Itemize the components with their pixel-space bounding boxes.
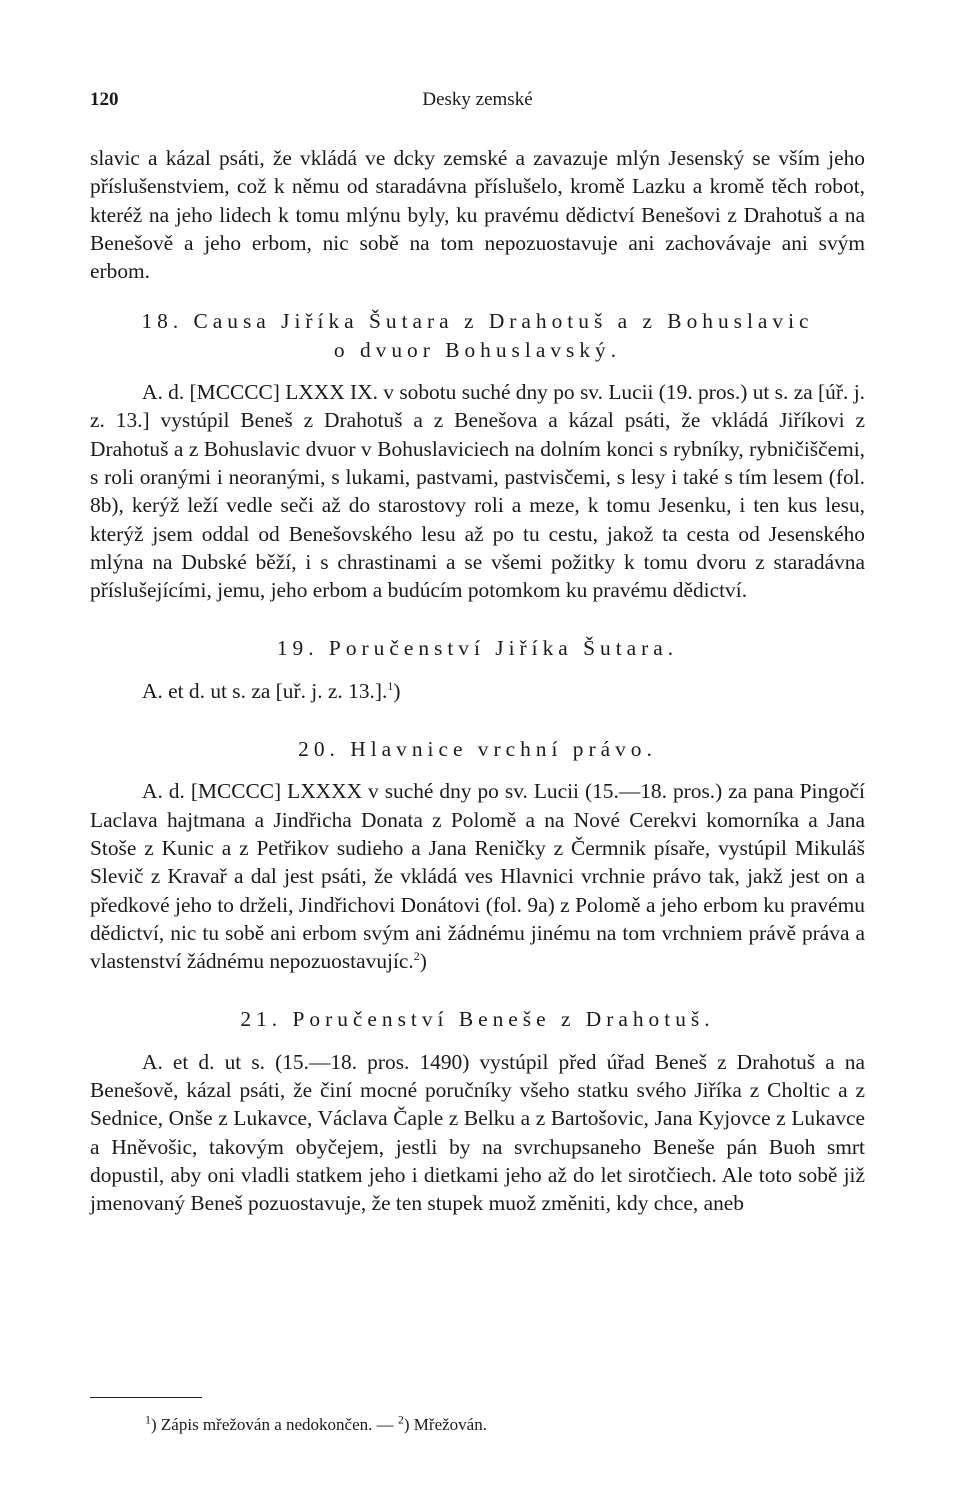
footnote-divider <box>90 1397 202 1398</box>
running-title: Desky zemské <box>422 89 533 110</box>
footnotes <box>145 1414 487 1436</box>
paragraph-entry-18: A. d. [MCCCC] LXXX IX. v sobotu suché dny po sv. Lucii (19. pros.) ut s. za [úř. j. z. 13.] vystúpil Beneš z Drahotuš a z Benešova a kázal psáti, že vkládá Jiříkovi z Drahotuš a z Bohuslavic dvuor v Bohuslaviciech na dolním konci s rybníky, rybničiščemi, s roli oranými i neoranými, s lukami, pastvami, pastvisčemi, s lesy i také s tím lesem (fol. 8b), kerýž leží vedle seči až do starostovy roli a meze, k tomu Jesenku, i ten kus lesu, kterýž jsem oddal od Benešovského lesu až po tu cestu, jakož ta cesta od Jesenského mlýna na Dubské běží, i s chrastinami a se všemi požitky k tomu dvoru z staradávna příslušejícími, jemu, jeho erbom a budúcím potomkom ku pravému dědictví. <box>90 380 865 603</box>
paragraph-entry-17-end: slavic a kázal psáti, že vkládá ve dcky zemské a zavazuje mlýn Jesenský se vším jeho příslušenstviem, což k němu od staradávna příslušelo, kromě Lazku a kromě těch robot, kteréž na jeho lidech k tomu mlýnu byly, ku pravému dědictví Benešovi z Drahotuš a na Benešově a jeho erbom, nic sobě na tom nepozuostavuje ani zachovávaje ani svým erbom. <box>90 146 865 284</box>
footnote-1-text: ) Zápis mřežován a nedokončen. — <box>151 1415 398 1434</box>
entry-19-heading: 19. Poručenství Jiříka Šutara. <box>276 636 679 661</box>
entry-19-text: A. et d. ut s. za [uř. j. z. 13.]. <box>142 678 388 703</box>
paragraph-entry-21: A. et d. ut s. (15.—18. pros. 1490) vystúpil před úřad Beneš z Drahotuš a na Benešově, kázal psáti, že činí mocné poručníky všeho statku svého Jiříka z Choltic a z Sednice, Onše z Lukavce, Václava Čaple z Belku a z Bartošovic, Jana Kyjovce z Lukavce a Hněvošic, takovým obyčejem, jestli by na svrchupsaneho Beneše pán Buoh smrt dopustil, aby oni vladli statkem jeho i dietkami jeho až do let sirotčiech. Ale toto sobě již jmenovaný Beneš pozuostavuje, že ten stupek muož změniti, kdy chce, aneb <box>90 1049 865 1216</box>
entry-21-heading: 21. Poručenství Beneše z Drahotuš. <box>240 1007 715 1032</box>
running-head <box>90 86 865 114</box>
footnote-ref-1-close: ) <box>393 678 401 703</box>
entry-18-heading-line1: 18. Causa Jiříka Šutara z Drahotuš a z Bohuslavic <box>141 309 814 334</box>
footnote-ref-2: 2 <box>413 949 420 963</box>
entry-20-text: A. d. [MCCCC] LXXXX v suché dny po sv. Lucii (15.—18. pros.) za pana Pingočí Laclava hajtmana a Jindřicha Donata z Polomě a na Nové Cerekvi komorníka a Jana Stoše z Kunic a z Petřikov sudieho a Jana Reničky z Čermnik písaře, vystúpil Mikuláš Slevič z Kravař a dal jest psáti, že vkládá ves Hlavnici vrchnie právo tak, jakž jest on a předkové jeho to drželi, Jindřichovi Donátovi (fol. 9a) z Polomě a jeho erbom ku pravému dědictví, nic tu sobě ani erbom svým ani žádnému jinému na tom vrchniem právě práva a vlastenství žádnému nepozuostavujíc. <box>90 779 865 974</box>
paragraph-entry-20 <box>90 777 865 975</box>
entry-18-heading-line2: o dvuor Bohuslavský. <box>333 337 622 362</box>
entry-20-heading: 20. Hlavnice vrchní právo. <box>298 737 657 762</box>
footnote-ref-2-close: ) <box>419 949 427 974</box>
page-number: 120 <box>90 89 119 110</box>
book-page <box>90 86 865 1218</box>
footnote-1-mark: 1 <box>145 1412 151 1427</box>
body-text <box>90 144 865 1218</box>
paragraph-entry-19 <box>90 677 865 705</box>
footnote-2-text: ) Mřežován. <box>403 1415 487 1434</box>
footnote-ref-1: 1 <box>387 678 394 693</box>
footnote-2-mark: 2 <box>397 1412 404 1427</box>
